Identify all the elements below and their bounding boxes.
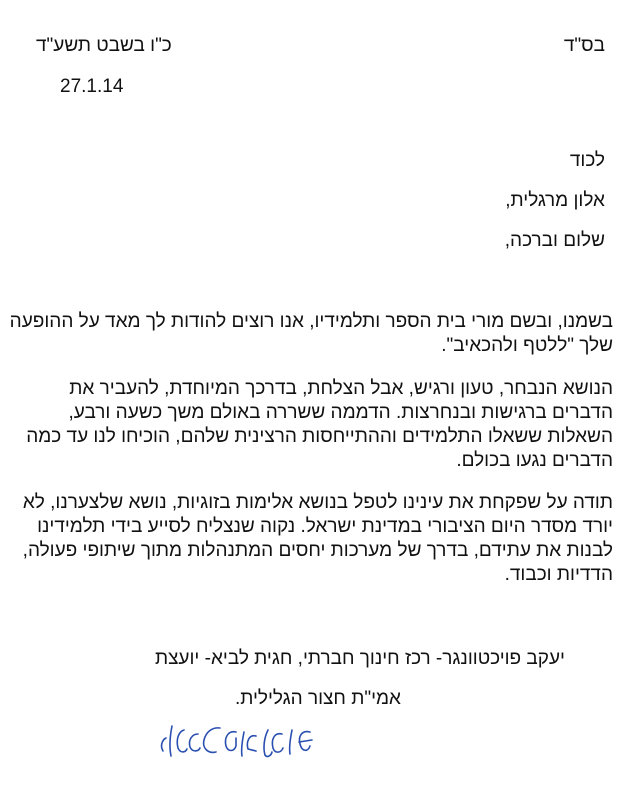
paragraph-line: הדברים נגעו בכולם. [456, 450, 613, 471]
hebrew-date: כ"ו בשבט תשע"ד [36, 35, 172, 56]
paragraph-line: הדדיות וכבוד. [504, 564, 613, 585]
paragraph-line: בשמנו, ובשם מורי בית הספר ותלמידיו, אנו רוצים להודות לך מאד על ההופעה [9, 311, 613, 332]
paragraph-line: לבנות את עתידם, בדרך של מערכות יחסים המתנהלות מתוך שיתופי פעולה, [22, 540, 613, 561]
paragraph-line: השאלות ששאלו התלמידים וההתייחסות הרצינית שלהם, הוכיחו לנו עד כמה [26, 426, 613, 447]
paragraph-line: יורד מסדר היום הציבורי במדינת ישראל. נקוה שנצליח לסייע בידי תלמידינו [37, 516, 613, 537]
signatories-line: יעקב פויכטוונגר- רכז חינוך חברתי, חגית לביא- יועצת [154, 648, 565, 669]
gregorian-date: 27.1.14 [60, 76, 124, 97]
greeting: שלום וברכה, [504, 230, 605, 251]
paragraph-line: הנושא הנבחר, טעון ורגיש, אבל הצלחת, בדרכך המיוחדת, להעביר את [69, 378, 613, 399]
paragraph-line: הדברים ברגישות ובנחרצות. הדממה ששררה באולם משך כשעה ורבע, [68, 402, 613, 423]
paragraph-line: תודה על שפקחת את עינינו לטפל בנושא אלימות בזוגיות, נושא שלצערנו, לא [22, 492, 613, 513]
paragraph-topic [20, 378, 613, 474]
school-name-line: אמי"ת חצור הגלילית. [234, 688, 401, 709]
addressee-name: אלון מרגלית, [505, 190, 605, 211]
paragraph-thanks [9, 311, 613, 359]
paragraph-line: שלך "ללטף ולהכאיב". [441, 335, 613, 356]
addressee-to: לכוד [569, 150, 605, 171]
paragraph-closing [20, 492, 613, 588]
handwritten-signature [152, 718, 322, 776]
bsd-mark: בס"ד [563, 35, 605, 56]
